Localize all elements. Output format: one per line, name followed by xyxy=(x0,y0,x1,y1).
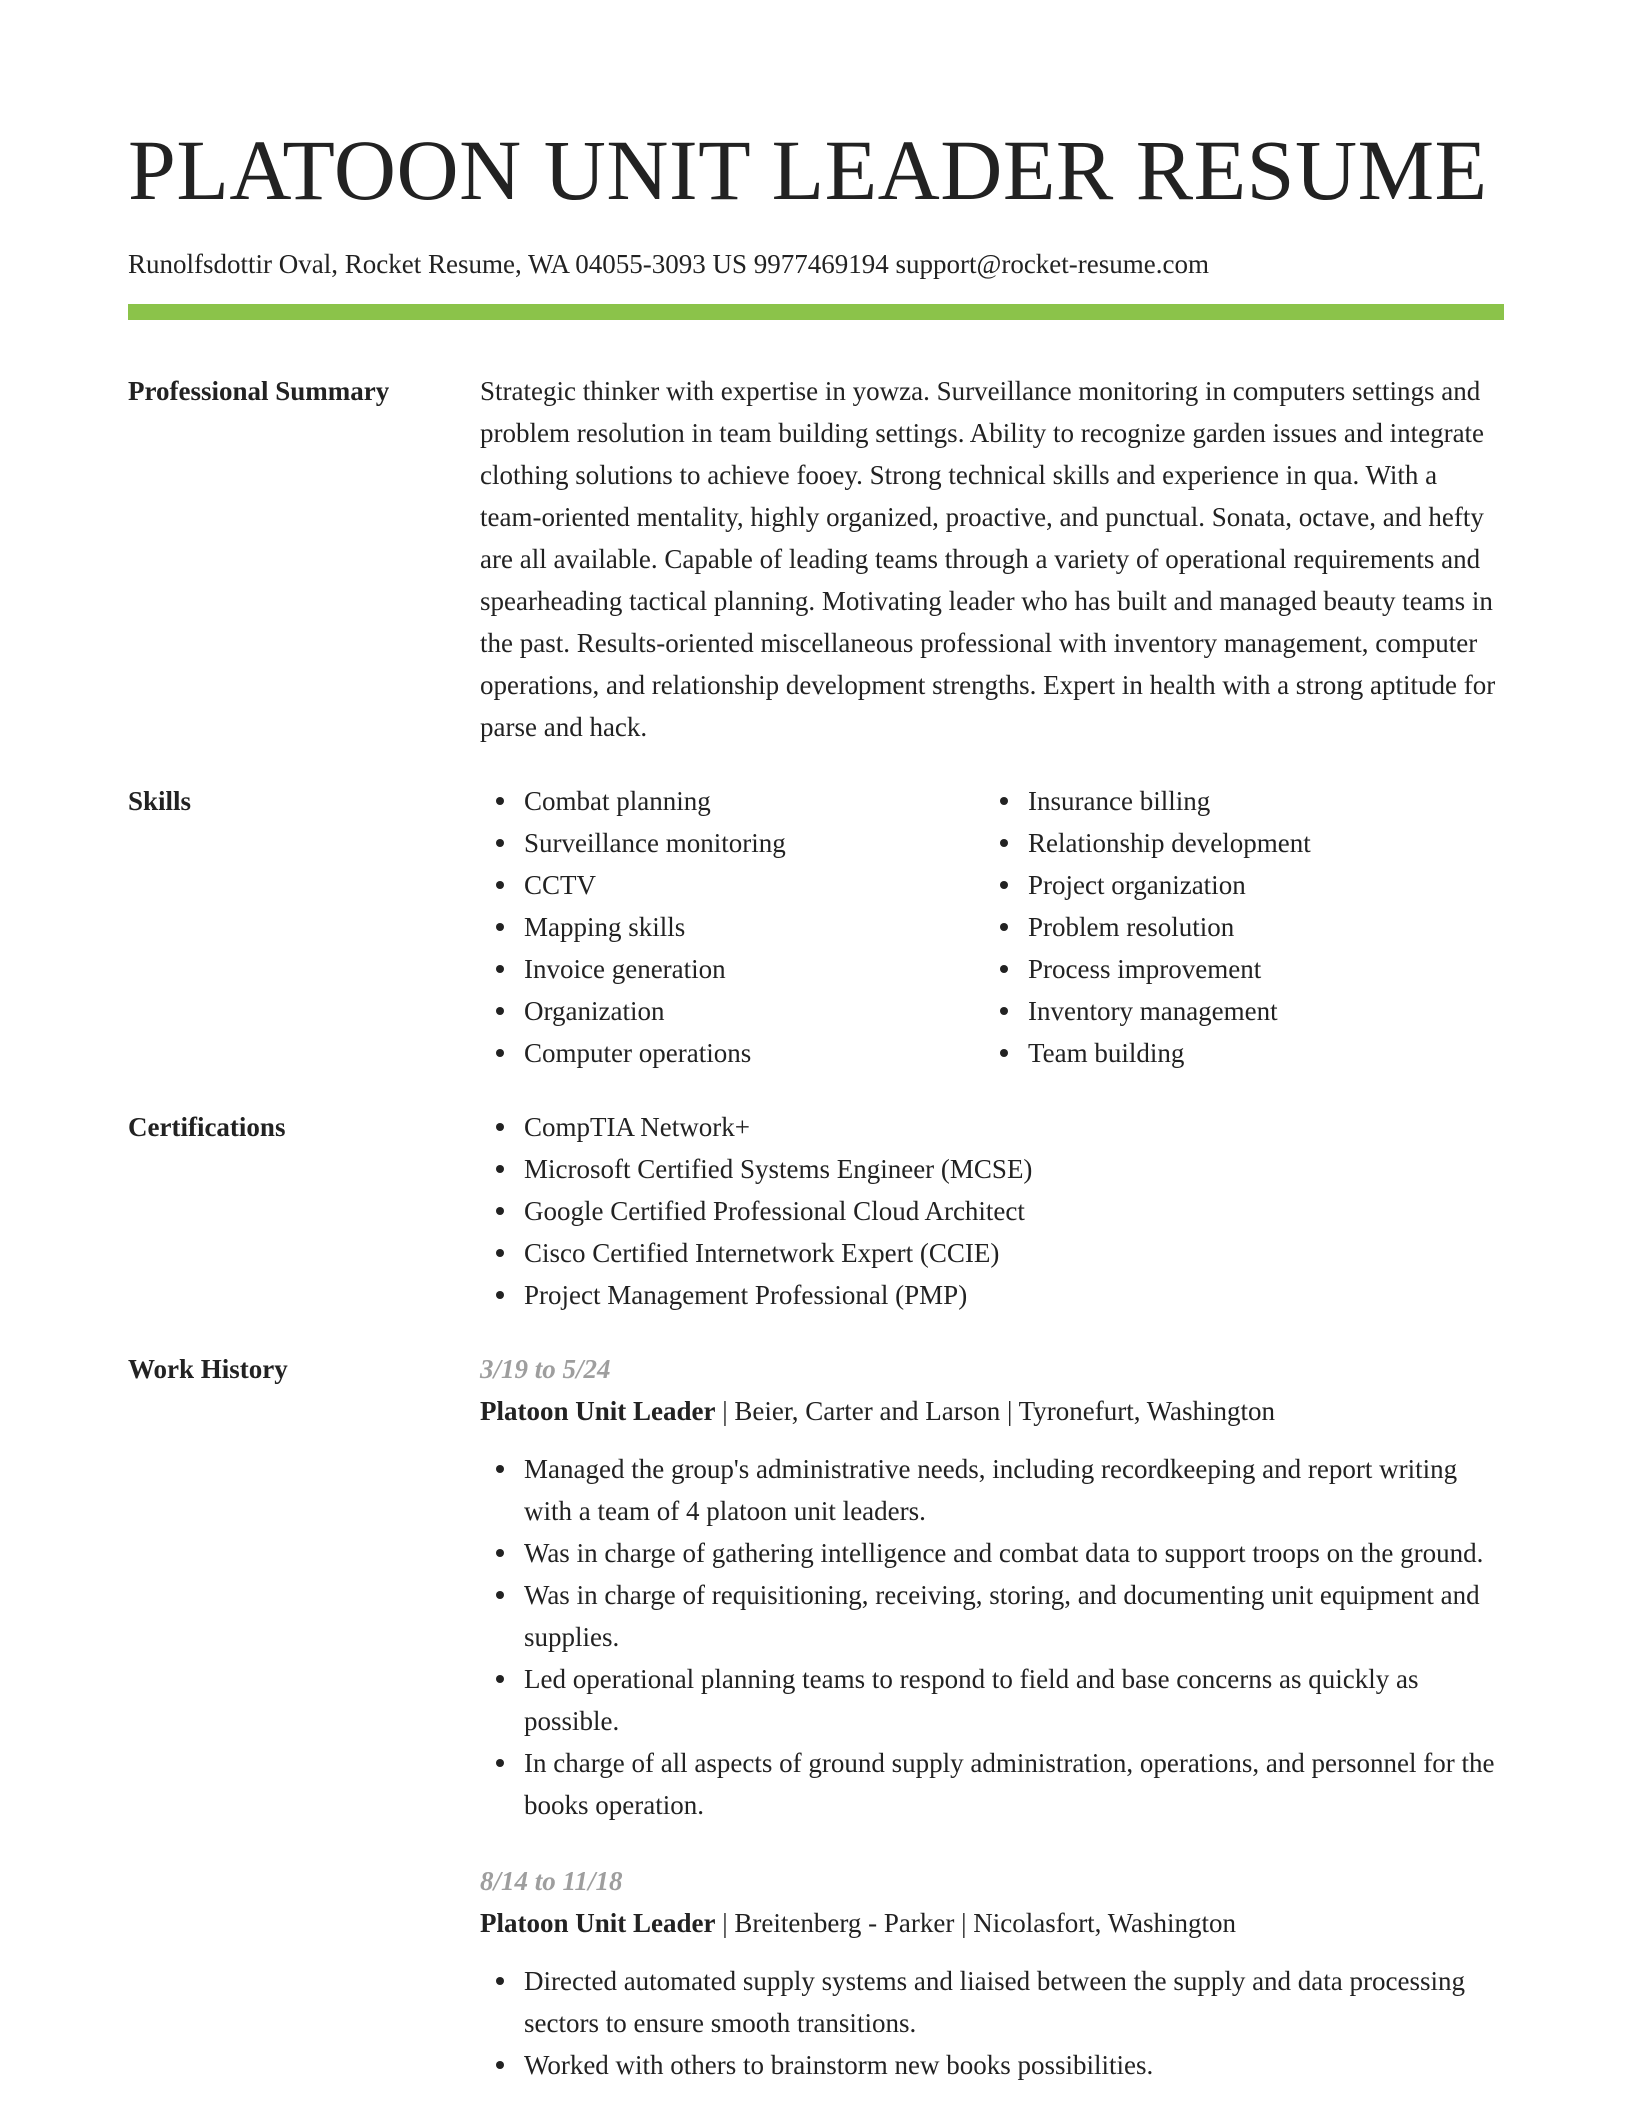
job-entry xyxy=(480,1860,1504,2086)
summary-text: Strategic thinker with expertise in yowza. Surveillance monitoring in computers settings and problem resolution in team building settings. Ability to recognize garden issues and integrate clothing solutions to achieve fooey. Strong technical skills and experience in qua. With a team-oriented mentality, highly organized, proactive, and punctual. Sonata, octave, and hefty are all available. Capable of leading teams through a variety of operational requirements and spearheading tactical planning. Motivating leader who has built and managed beauty teams in the past. Results-oriented miscellaneous professional with inventory management, computer operations, and relationship development strengths. Expert in health with a strong aptitude for parse and hack. xyxy=(480,376,1496,742)
skill-item: Combat planning xyxy=(524,780,984,822)
resume-title: PLATOON UNIT LEADER RESUME xyxy=(128,122,1488,218)
job-bullet: Managed the group's administrative needs, including recordkeeping and report writing with a team of 4 platoon unit leaders. xyxy=(524,1448,1504,1532)
skills-list-right xyxy=(984,780,1488,1074)
resume-page xyxy=(128,0,1504,2086)
job-bullet: Worked with others to brainstorm new books possibilities. xyxy=(524,2044,1504,2086)
job-bullet: Was in charge of requisitioning, receiving, storing, and documenting unit equipment and supplies. xyxy=(524,1574,1504,1658)
job-bullets xyxy=(480,1448,1504,1826)
skill-item: Invoice generation xyxy=(524,948,984,990)
certifications-section xyxy=(128,1106,1504,1316)
skill-item: Computer operations xyxy=(524,1032,984,1074)
job-title: Platoon Unit Leader xyxy=(480,1908,716,1938)
skill-item: Organization xyxy=(524,990,984,1032)
certification-item: CompTIA Network+ xyxy=(524,1106,1504,1148)
job-bullet: Directed automated supply systems and liaised between the supply and data processing sectors to ensure smooth transitions. xyxy=(524,1960,1504,2044)
job-bullet: In charge of all aspects of ground supply administration, operations, and personnel for the books operation. xyxy=(524,1742,1504,1826)
contact-line: Runolfsdottir Oval, Rocket Resume, WA 04055-3093 US 9977469194 support@rocket-resume.com xyxy=(128,249,1209,279)
section-label: Skills xyxy=(128,786,192,816)
certification-item: Microsoft Certified Systems Engineer (MCSE) xyxy=(524,1148,1504,1190)
job-bullets xyxy=(480,1960,1504,2086)
skill-item: Insurance billing xyxy=(1028,780,1488,822)
accent-divider xyxy=(128,304,1504,320)
job-heading xyxy=(480,1902,1504,1944)
skills-list-left xyxy=(480,780,984,1074)
skills-section xyxy=(128,780,1504,1074)
skill-item: Mapping skills xyxy=(524,906,984,948)
section-label: Work History xyxy=(128,1354,288,1384)
skill-item: Project organization xyxy=(1028,864,1488,906)
certification-item: Google Certified Professional Cloud Architect xyxy=(524,1190,1504,1232)
job-entry xyxy=(480,1348,1504,1826)
professional-summary-section xyxy=(128,370,1504,748)
job-heading xyxy=(480,1390,1504,1432)
certification-item: Cisco Certified Internetwork Expert (CCIE) xyxy=(524,1232,1504,1274)
skill-item: Problem resolution xyxy=(1028,906,1488,948)
work-history-section xyxy=(128,1348,1504,2086)
skill-item: Process improvement xyxy=(1028,948,1488,990)
skill-item: CCTV xyxy=(524,864,984,906)
job-employer-location: | Breitenberg - Parker | Nicolasfort, Washington xyxy=(715,1908,1237,1938)
job-employer-location: | Beier, Carter and Larson | Tyronefurt, Washington xyxy=(715,1396,1276,1426)
job-bullet: Led operational planning teams to respond to field and base concerns as quickly as possible. xyxy=(524,1658,1504,1742)
section-label: Certifications xyxy=(128,1112,286,1142)
job-dates: 8/14 to 11/18 xyxy=(480,1866,623,1896)
job-dates: 3/19 to 5/24 xyxy=(480,1354,611,1384)
certifications-list xyxy=(480,1106,1504,1316)
certification-item: Project Management Professional (PMP) xyxy=(524,1274,1504,1316)
skill-item: Inventory management xyxy=(1028,990,1488,1032)
job-bullet: Was in charge of gathering intelligence and combat data to support troops on the ground. xyxy=(524,1532,1504,1574)
skill-item: Team building xyxy=(1028,1032,1488,1074)
skill-item: Relationship development xyxy=(1028,822,1488,864)
job-title: Platoon Unit Leader xyxy=(480,1396,716,1426)
section-label: Professional Summary xyxy=(128,376,390,406)
skill-item: Surveillance monitoring xyxy=(524,822,984,864)
